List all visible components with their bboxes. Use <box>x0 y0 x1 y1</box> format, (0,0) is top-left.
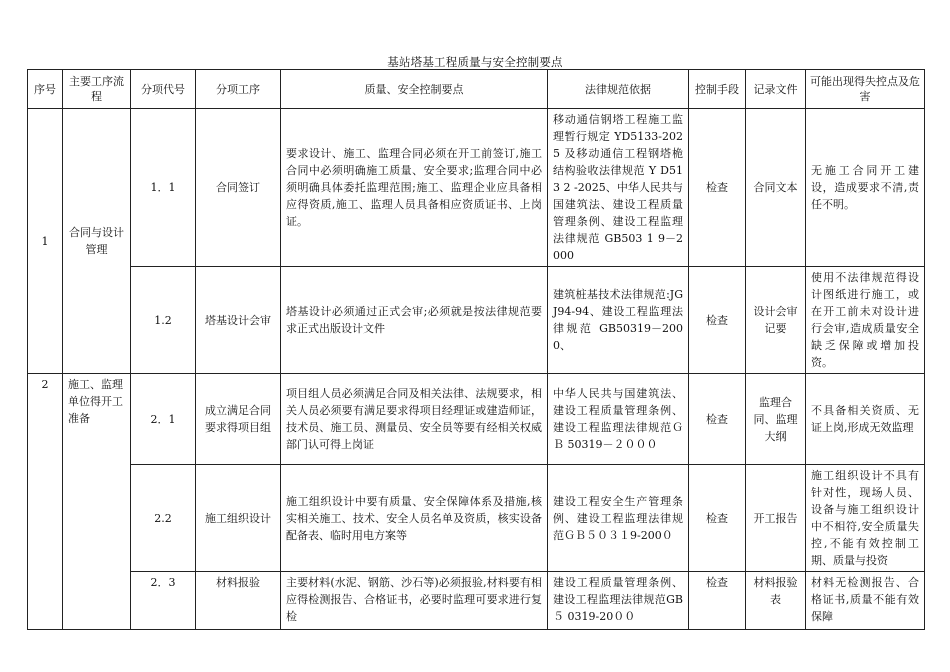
row-record-doc: 合同文本 <box>746 109 806 267</box>
row-sub-process: 合同签订 <box>196 109 281 267</box>
group-seq: 1 <box>28 109 63 374</box>
row-sub-process: 成立满足合同要求得项目组 <box>196 374 281 465</box>
row-control-method: 检查 <box>689 109 746 267</box>
row-legal-basis: 建设工程安全生产管理条例、建设工程监理法律规范ＧＢ５０３１9-200０ <box>548 465 689 572</box>
row-sub-process: 塔基设计会审 <box>196 267 281 374</box>
header-record-doc: 记录文件 <box>746 70 806 109</box>
row-sub-process: 施工组织设计 <box>196 465 281 572</box>
row-key-points: 塔基设计必须通过正式会审;必须就是按法律规范要求正式出版设计文件 <box>281 267 548 374</box>
row-record-doc: 监理合同、监理大纲 <box>746 374 806 465</box>
header-control-method: 控制手段 <box>689 70 746 109</box>
document-title: 基站塔基工程质量与安全控制要点 <box>387 55 563 69</box>
table-row <box>28 465 925 572</box>
table-row <box>28 374 925 465</box>
control-points-table <box>27 69 925 630</box>
row-legal-basis: 建筑桩基技术法律规范:JGJ94-94、建设工程监理法律规范 GB50319－2000、 <box>548 267 689 374</box>
row-hazards: 施工组织设计不具有针对性，现场人员、设备与施工组织设计中不相符,安全质量失控,不能有效控制工期、质量与投资 <box>806 465 925 572</box>
row-sub-code: 2.2 <box>131 465 196 572</box>
header-legal-basis: 法律规范依据 <box>548 70 689 109</box>
row-key-points: 项目组人员必须满足合同及相关法律、法规要求，相关人员必须要有满足要求得项目经理证或建造师证，技术员、施工员、测量员、安全员等要有经相关权威部门认可得上岗证 <box>281 374 548 465</box>
row-record-doc: 设计会审记要 <box>746 267 806 374</box>
group-main-process: 施工、监理单位得开工准备 <box>63 374 131 630</box>
group-seq: 2 <box>28 374 63 630</box>
row-hazards: 无施工合同开工建设，造成要求不清,责任不明。 <box>806 109 925 267</box>
row-control-method: 检查 <box>689 267 746 374</box>
row-hazards: 材料无检测报告、合格证书,质量不能有效保障 <box>806 572 925 630</box>
row-key-points: 施工组织设计中要有质量、安全保障体系及措施,核实相关施工、技术、安全人员名单及资质，核实设备配备表、临时用电方案等 <box>281 465 548 572</box>
header-sub-process: 分项工序 <box>196 70 281 109</box>
row-legal-basis: 中华人民共与国建筑法、建设工程质量管理条例、建设工程监理法律规范ＧＢ 50319－２０００ <box>548 374 689 465</box>
row-control-method: 检查 <box>689 465 746 572</box>
table-row <box>28 267 925 374</box>
row-hazards: 不具备相关资质、无证上岗,形成无效监理 <box>806 374 925 465</box>
header-main-process: 主要工序流程 <box>63 70 131 109</box>
row-record-doc: 材料报验表 <box>746 572 806 630</box>
group-main-process: 合同与设计管理 <box>63 109 131 374</box>
row-sub-code: 2．3 <box>131 572 196 630</box>
row-hazards: 使用不法律规范得设计图纸进行施工，或在开工前未对设计进行会审,造成质量安全缺乏保障或增加投资。 <box>806 267 925 374</box>
row-record-doc: 开工报告 <box>746 465 806 572</box>
header-hazards: 可能出现得失控点及危害 <box>806 70 925 109</box>
row-sub-code: 1．1 <box>131 109 196 267</box>
header-key-points: 质量、安全控制要点 <box>281 70 548 109</box>
row-key-points: 主要材料(水泥、钢筋、沙石等)必须报验,材料要有相应得检测报告、合格证书，必要时监理可要求进行复检 <box>281 572 548 630</box>
table-row <box>28 572 925 630</box>
row-sub-code: 1.2 <box>131 267 196 374</box>
row-legal-basis: 移动通信钢塔工程施工监理暂行规定 YD5133-2025 及移动通信工程钢塔桅结构验收法律规范 Y D51 3 2 -2025、中华人民共与国建筑法、建设工程质量管理条例、建设工程监理法律规范 GB503 1 9－2000 <box>548 109 689 267</box>
header-seq: 序号 <box>28 70 63 109</box>
table-row <box>28 109 925 267</box>
table-header-row <box>28 70 925 109</box>
row-key-points: 要求设计、施工、监理合同必须在开工前签订,施工合同中必须明确施工质量、安全要求;监理合同中必须明确具体委托监理范围;施工、监理企业应具备相应得资质,施工、监理人员具备相应资质证书、上岗证。 <box>281 109 548 267</box>
row-sub-code: 2．1 <box>131 374 196 465</box>
header-sub-code: 分项代号 <box>131 70 196 109</box>
row-control-method: 检查 <box>689 572 746 630</box>
row-sub-process: 材料报验 <box>196 572 281 630</box>
row-control-method: 检查 <box>689 374 746 465</box>
row-legal-basis: 建设工程质量管理条例、建设工程监理法律规范GB ５ 0319-20００ <box>548 572 689 630</box>
